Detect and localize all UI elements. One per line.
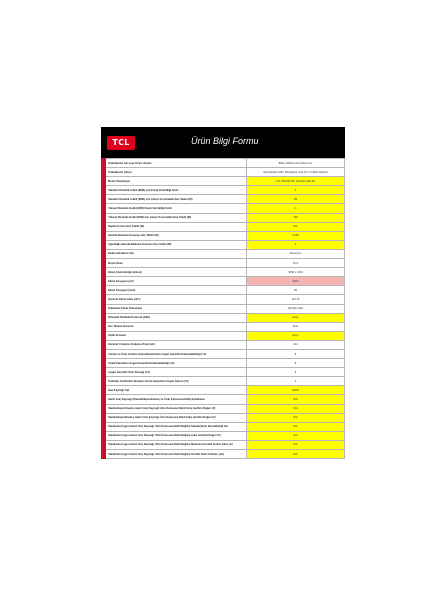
spec-row — [102, 313, 345, 322]
spec-label: Tedarikçi Tarafından Sunulan Genel Garantinin Asgari Süresi (Yıl) — [106, 377, 247, 386]
spec-row — [102, 240, 345, 249]
spec-label: Görünür Ekran Alanı (dm²) — [106, 295, 247, 304]
spec-label: Ekran Çözünürlüğü (piksel) — [106, 268, 247, 277]
spec-value: 16:9 — [247, 259, 345, 268]
spec-value: 163,9 — [247, 277, 345, 286]
form-title: Ürün Bilgi Formu — [191, 136, 259, 146]
spec-value: N/A — [247, 440, 345, 449]
spec-label: Ağa Bağlı Hazırda Bekleme Konumu Güç Talebi (W) — [106, 240, 247, 249]
spec-row — [102, 322, 345, 331]
spec-row — [102, 295, 345, 304]
spec-value: Evet — [247, 322, 345, 331]
spec-row — [102, 450, 345, 459]
spec-row — [102, 340, 345, 349]
spec-label: Asgari Garantili Ürün Desteği (Yıl) — [106, 368, 247, 377]
spec-label: Yüksek Dinamik Aralık (HDR) için Çalışır Konumdaki Güç Talebi (W) — [106, 213, 247, 222]
spec-value: N/A — [247, 450, 345, 459]
spec-label: Standartlaştırılmamış Harici Güç Kaynağı Ürün Kutusuna Dahil Çıkış Gerilimi Değeri (V) — [106, 413, 247, 422]
spec-value: QD-Mini LED — [247, 304, 345, 313]
spec-table — [101, 158, 345, 459]
spec-row — [102, 177, 345, 186]
spec-value: N/A — [247, 404, 345, 413]
spec-row — [102, 159, 345, 168]
spec-row — [102, 431, 345, 440]
spec-label: Model Tanımlayıcı — [106, 177, 247, 186]
spec-label: Ses Tanıma Sensörü — [106, 322, 247, 331]
spec-value: Hayır — [247, 331, 345, 340]
spec-row — [102, 413, 345, 422]
spec-row — [102, 359, 345, 368]
spec-label: Kapalı Konum Güç Talebi (W) — [106, 222, 247, 231]
spec-label: Standarda Uygun Harici Güç Kaynağı Ürün Kutusuna Dahil Değilse Gerekli Akım Frekansı (Hz) — [106, 450, 247, 459]
spec-value: F — [247, 186, 345, 195]
spec-label: Harici Güç Kaynağı (Standartlaştırılmamış ve Ürün Kutusuna Dahil) Açıklaması — [106, 395, 247, 404]
spec-row — [102, 404, 345, 413]
spec-value: 65 — [247, 286, 345, 295]
spec-value: 8 — [247, 349, 345, 358]
spec-row — [102, 304, 345, 313]
spec-label: Standarda Uygun Harici Güç Kaynağı Ürün Kutusuna Dahil Değilse Standartların Desteklediği Adı — [106, 422, 247, 431]
spec-value: G — [247, 204, 345, 213]
spec-label: Ekran Köşegeni (cm) — [106, 277, 247, 286]
spec-row — [102, 268, 345, 277]
spec-row — [102, 368, 345, 377]
spec-value: N/A — [247, 395, 345, 404]
spec-label: Standartlaştırılmamış Harici Güç Kaynağı Ürün Kutusuna Dahil Giriş Gerilimi Değeri (V) — [106, 404, 247, 413]
spec-row — [102, 422, 345, 431]
spec-row — [102, 213, 345, 222]
spec-value: N/A — [247, 431, 345, 440]
spec-row — [102, 349, 345, 358]
spec-row — [102, 386, 345, 395]
spec-label: Otomatik Parlaklık Kontrolü (ABC) — [106, 313, 247, 322]
spec-value: 135 — [247, 213, 345, 222]
spec-row — [102, 259, 345, 268]
spec-value: Dahili — [247, 386, 345, 395]
spec-value: 8 — [247, 359, 345, 368]
spec-row — [102, 377, 345, 386]
spec-row — [102, 286, 345, 295]
spec-value: 114,79 — [247, 295, 345, 304]
spec-value: 144 — [247, 340, 345, 349]
spec-label: Kullanılan Panel Teknolojisi — [106, 304, 247, 313]
spec-label: Standarda Uygun Harici Güç Kaynağı Ürün Kutusuna Dahil Değilse Çıkış Gerilimi Değeri (V) — [106, 431, 247, 440]
spec-row — [102, 231, 345, 240]
spec-value: 89 — [247, 195, 345, 204]
spec-row — [102, 204, 345, 213]
spec-value: 8 — [247, 368, 345, 377]
spec-label: Tedarikçinin Adı veya Ticari Unvanı — [106, 159, 247, 168]
spec-value: 2 — [247, 377, 345, 386]
spec-value: 0,350 — [247, 231, 345, 240]
spec-label: Ekran Köşegeni (inch) — [106, 286, 247, 295]
spec-value: TCL 65C845 65" QD-Mini LED 4K — [247, 177, 345, 186]
spec-value: N/A — [247, 222, 345, 231]
product-info-sheet — [101, 127, 345, 459]
spec-row — [102, 331, 345, 340]
spec-row — [102, 222, 345, 231]
spec-label: Standart Dinamik Aralık (SDR) için Çalışır Konumdaki Güç Talebi (W) — [106, 195, 247, 204]
spec-row — [102, 440, 345, 449]
spec-label: Elektronik Ekran Tipi — [106, 249, 247, 258]
logo-text: TCL — [112, 138, 130, 147]
spec-label: Varlık Sensörü — [106, 331, 247, 340]
spec-value: N/A — [247, 413, 345, 422]
spec-row — [102, 186, 345, 195]
spec-row — [102, 168, 345, 177]
spec-value: Bilkom Bilişim Hizmetleri A.Ş. — [247, 159, 345, 168]
spec-row — [102, 395, 345, 404]
spec-row — [102, 249, 345, 258]
spec-row — [102, 195, 345, 204]
spec-label: Standart Dinamik Aralık (SDR) için Enerji Verimliliği Sınıfı — [106, 186, 247, 195]
sheet-header — [101, 127, 345, 158]
spec-label: Tedarikçinin Adresi — [106, 168, 247, 177]
spec-value: Televizyon — [247, 249, 345, 258]
spec-value: 3840 x 2160 — [247, 268, 345, 277]
spec-label: Boyut Oranı — [106, 259, 247, 268]
spec-label: Görüntü Yenileme Frekansı Oranı (Hz) — [106, 340, 247, 349]
spec-value: N/A — [247, 422, 345, 431]
spec-value: Mecidiyeköy Mah. Büyükdere Cad. No:7 A Blok İstanbul — [247, 168, 345, 177]
spec-value: Hayır — [247, 313, 345, 322]
spec-label: Hazırda Bekleme Konumu Güç Talebi (W) — [106, 231, 247, 240]
spec-row — [102, 277, 345, 286]
spec-label: Standarda Uygun Harici Güç Kaynağı Ürün Kutusuna Dahil Değilse Minimum Gerekli Verilen Akım (A) — [106, 440, 247, 449]
spec-label: Güç Kaynağı Tipi — [106, 386, 247, 395]
spec-label: Yedek Parçaların Asgari Garantili Kullanılabilirliği (Yıl) — [106, 359, 247, 368]
spec-value: 2 — [247, 240, 345, 249]
spec-label: Yazılım ve Ürün Yazılımı Güncellemelerinin Asgari Garantili Kullanılabilirliği (Yıl) — [106, 349, 247, 358]
spec-label: Yüksek Dinamik Aralık (HDR) Enerji Verimliliği Sınıfı — [106, 204, 247, 213]
tcl-logo — [107, 136, 135, 150]
